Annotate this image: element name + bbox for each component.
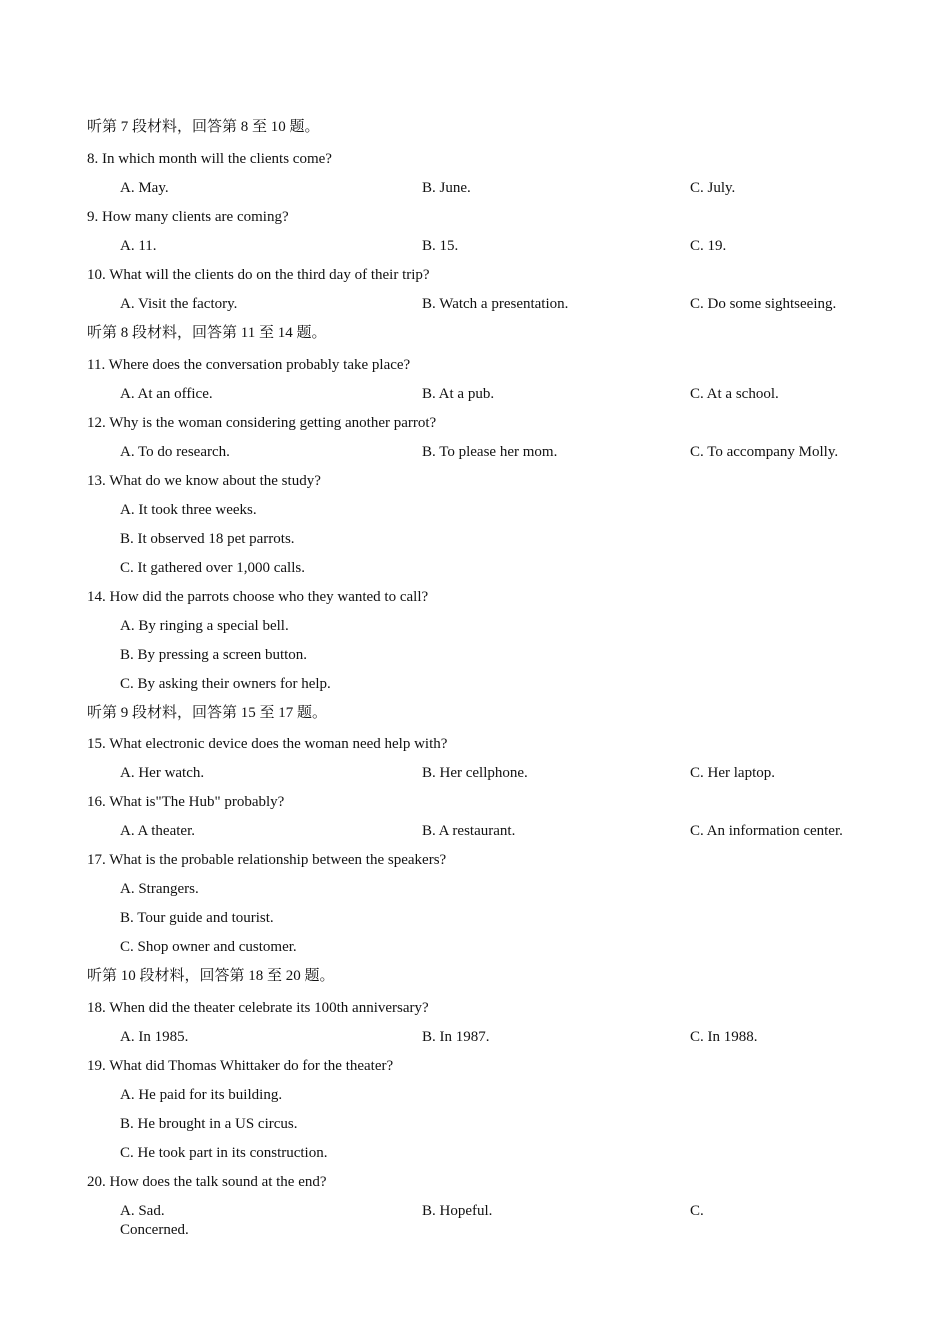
section-heading-7: 听第 7 段材料，回答第 8 至 10 题。 bbox=[87, 119, 320, 135]
q10-option-c: C. Do some sightseeing. bbox=[690, 296, 837, 312]
question-12: 12. Why is the woman considering getting another parrot? bbox=[87, 415, 437, 431]
q13-option-c: C. It gathered over 1,000 calls. bbox=[120, 560, 305, 576]
q17-option-c: C. Shop owner and customer. bbox=[120, 939, 297, 955]
question-14: 14. How did the parrots choose who they wanted to call? bbox=[87, 589, 429, 605]
q11-option-c: C. At a school. bbox=[690, 386, 779, 402]
q20-option-c: C. bbox=[690, 1203, 704, 1219]
q16-option-b: B. A restaurant. bbox=[422, 823, 516, 839]
q14-option-c: C. By asking their owners for help. bbox=[120, 676, 331, 692]
q15-option-a: A. Her watch. bbox=[120, 765, 205, 781]
q14-option-a: A. By ringing a special bell. bbox=[120, 618, 289, 634]
q17-option-a: A. Strangers. bbox=[120, 881, 199, 897]
section-heading-8: 听第 8 段材料，回答第 11 至 14 题。 bbox=[87, 325, 327, 341]
q18-option-a: A. In 1985. bbox=[120, 1029, 189, 1045]
q20-option-a: A. Sad. bbox=[120, 1203, 165, 1219]
q8-option-a: A. May. bbox=[120, 180, 169, 196]
q9-option-b: B. 15. bbox=[422, 238, 459, 254]
question-11: 11. Where does the conversation probably take place? bbox=[87, 357, 411, 373]
q11-option-b: B. At a pub. bbox=[422, 386, 495, 402]
q13-option-b: B. It observed 18 pet parrots. bbox=[120, 531, 295, 547]
question-17: 17. What is the probable relationship between the speakers? bbox=[87, 852, 447, 868]
q19-option-c: C. He took part in its construction. bbox=[120, 1145, 328, 1161]
q18-option-c: C. In 1988. bbox=[690, 1029, 758, 1045]
q8-option-b: B. June. bbox=[422, 180, 471, 196]
q20-option-b: B. Hopeful. bbox=[422, 1203, 493, 1219]
q18-option-b: B. In 1987. bbox=[422, 1029, 490, 1045]
q8-option-c: C. July. bbox=[690, 180, 736, 196]
question-10: 10. What will the clients do on the third day of their trip? bbox=[87, 267, 430, 283]
q12-option-b: B. To please her mom. bbox=[422, 444, 558, 460]
q19-option-b: B. He brought in a US circus. bbox=[120, 1116, 298, 1132]
section-heading-9: 听第 9 段材料，回答第 15 至 17 题。 bbox=[87, 705, 328, 721]
q16-option-c: C. An information center. bbox=[690, 823, 843, 839]
q12-option-a: A. To do research. bbox=[120, 444, 230, 460]
question-19: 19. What did Thomas Whittaker do for the theater? bbox=[87, 1058, 394, 1074]
q12-option-c: C. To accompany Molly. bbox=[690, 444, 839, 460]
q16-option-a: A. A theater. bbox=[120, 823, 195, 839]
q15-option-b: B. Her cellphone. bbox=[422, 765, 528, 781]
q20-option-c-continuation: Concerned. bbox=[120, 1222, 189, 1238]
q15-option-c: C. Her laptop. bbox=[690, 765, 775, 781]
question-16: 16. What is"The Hub" probably? bbox=[87, 794, 285, 810]
section-heading-10: 听第 10 段材料，回答第 18 至 20 题。 bbox=[87, 968, 335, 984]
question-9: 9. How many clients are coming? bbox=[87, 209, 289, 225]
q13-option-a: A. It took three weeks. bbox=[120, 502, 257, 518]
question-18: 18. When did the theater celebrate its 100th anniversary? bbox=[87, 1000, 429, 1016]
q19-option-a: A. He paid for its building. bbox=[120, 1087, 283, 1103]
question-20: 20. How does the talk sound at the end? bbox=[87, 1174, 327, 1190]
q17-option-b: B. Tour guide and tourist. bbox=[120, 910, 274, 926]
q11-option-a: A. At an office. bbox=[120, 386, 213, 402]
question-13: 13. What do we know about the study? bbox=[87, 473, 321, 489]
question-15: 15. What electronic device does the woman need help with? bbox=[87, 736, 448, 752]
q10-option-b: B. Watch a presentation. bbox=[422, 296, 569, 312]
q14-option-b: B. By pressing a screen button. bbox=[120, 647, 308, 663]
q9-option-c: C. 19. bbox=[690, 238, 727, 254]
q10-option-a: A. Visit the factory. bbox=[120, 296, 238, 312]
question-8: 8. In which month will the clients come? bbox=[87, 151, 332, 167]
q9-option-a: A. 11. bbox=[120, 238, 157, 254]
